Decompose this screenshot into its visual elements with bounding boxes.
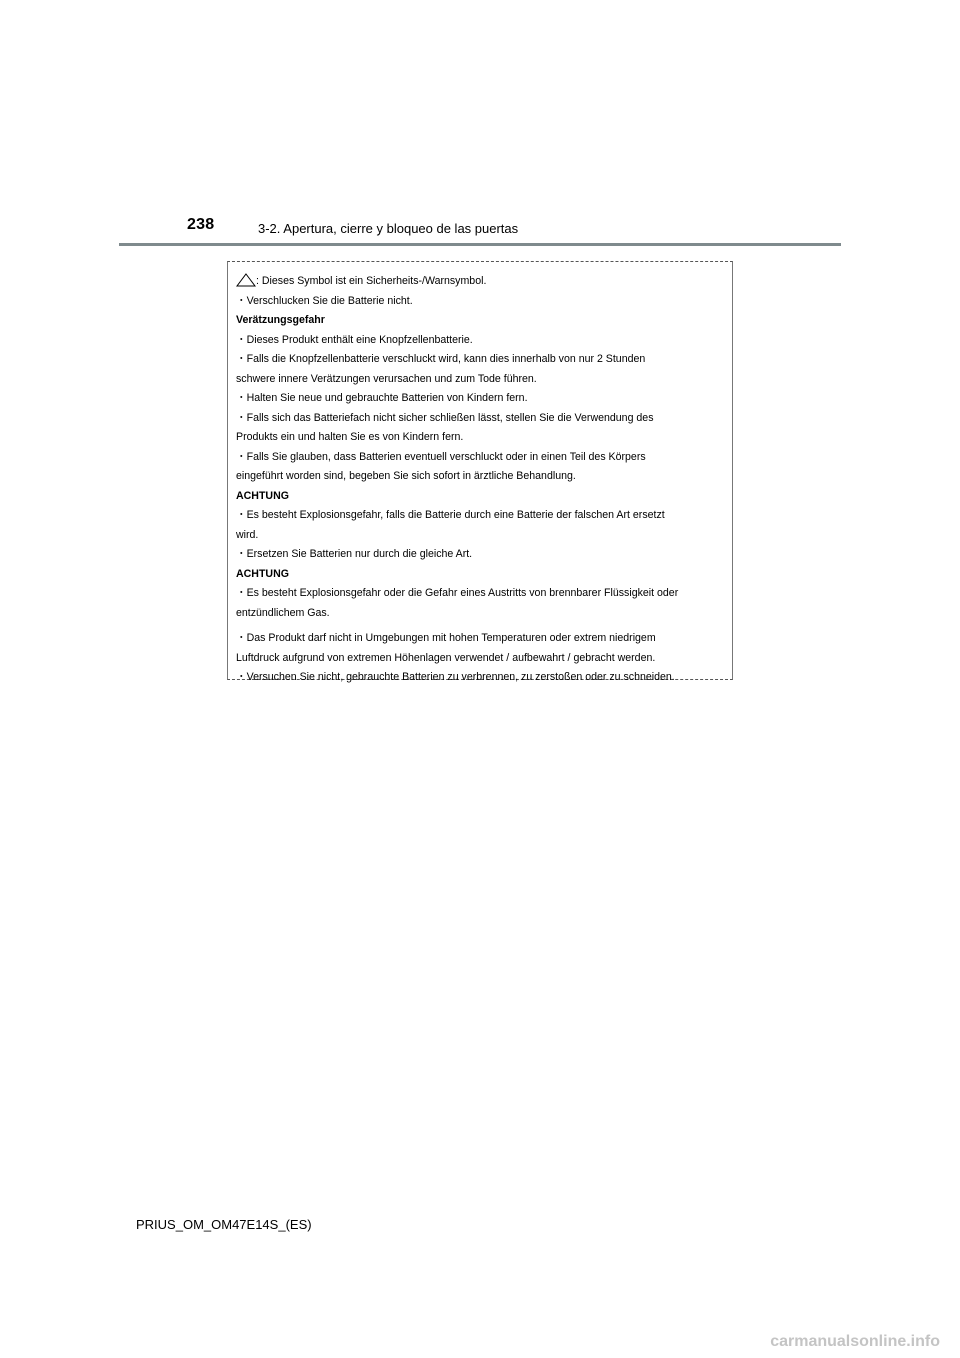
warning-line: ・Das Produkt darf nicht in Umgebungen mit hohen Temperaturen oder extrem niedrigem: [236, 632, 656, 644]
warning-line: ・Falls die Knopfzellenbatterie verschluckt wird, kann dies innerhalb von nur 2 Stunden: [236, 353, 646, 365]
warning-line: ・Verschlucken Sie die Batterie nicht.: [236, 294, 413, 307]
warning-heading: ACHTUNG: [236, 489, 289, 502]
warning-line: ・Dieses Produkt enthält eine Knopfzellenbatterie.: [236, 333, 473, 346]
warning-line: Produkts ein und halten Sie es von Kindern fern.: [236, 431, 464, 443]
page-number: 238: [187, 216, 215, 233]
header-rule: [119, 243, 841, 246]
warning-symbol-line: [236, 272, 726, 292]
section-title: 3-2. Apertura, cierre y bloqueo de las puertas: [258, 221, 519, 236]
warning-line: ・Versuchen Sie nicht, gebrauchte Batterien zu verbrennen, zu zerstoßen oder zu schneiden.: [236, 671, 675, 683]
warning-line: ・Ersetzen Sie Batterien nur durch die gleiche Art.: [236, 548, 473, 560]
warning-line: entzündlichem Gas.: [236, 606, 330, 619]
warning-heading: ACHTUNG: [236, 567, 289, 580]
warning-heading: Verätzungsgefahr: [236, 314, 325, 326]
warning-line: ・Es besteht Explosionsgefahr, falls die Batterie durch eine Batterie der falschen Art ersetzt: [236, 509, 665, 521]
warning-line: ・Es besteht Explosionsgefahr oder die Gefahr eines Austritts von brennbarer Flüssigkeit oder: [236, 587, 679, 599]
warning-line: schwere innere Verätzungen verursachen und zum Tode führen.: [236, 372, 537, 385]
warning-line: ・Falls Sie glauben, dass Batterien eventuell verschluckt oder in einen Teil des Körpers: [236, 450, 646, 463]
warning-line: Luftdruck aufgrund von extremen Höhenlagen verwendet / aufbewahrt / gebracht werden.: [236, 651, 656, 664]
warning-line: ・Halten Sie neue und gebrauchte Batterien von Kindern fern.: [236, 392, 528, 404]
watermark: carmanualsonline.info: [770, 1333, 940, 1350]
warning-line: eingeführt worden sind, begeben Sie sich sofort in ärztliche Behandlung.: [236, 470, 576, 482]
warning-line: wird.: [236, 528, 259, 541]
warning-line: ・Falls sich das Batteriefach nicht sicher schließen lässt, stellen Sie die Verwendung des: [236, 411, 654, 424]
document-code: PRIUS_OM_OM47E14S_(ES): [136, 1217, 312, 1232]
warning-triangle-icon: [236, 273, 256, 287]
warning-symbol-text: : Dieses Symbol ist ein Sicherheits-/Warnsymbol.: [256, 275, 487, 287]
warning-box: [227, 261, 733, 683]
warning-text-block: [236, 272, 726, 688]
